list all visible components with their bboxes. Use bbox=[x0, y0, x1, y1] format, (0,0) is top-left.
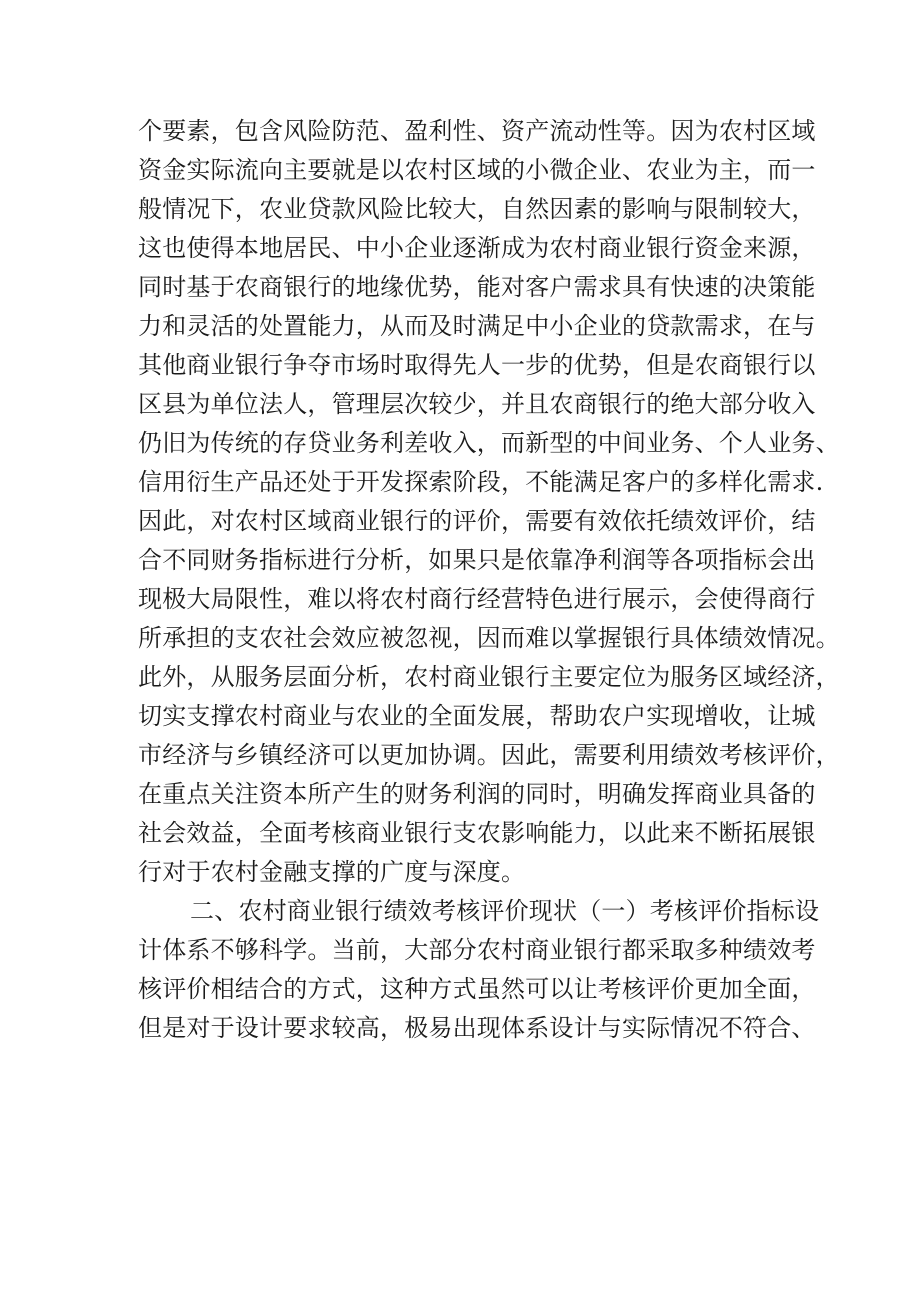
text-line: 区县为单位法人，管理层次较少，并且农商银行的绝大部分收入 bbox=[138, 390, 816, 418]
text-line: 因此，对农村区域商业银行的评价，需要有效依托绩效评价，结 bbox=[138, 507, 816, 535]
text-line: 力和灵活的处置能力，从而及时满足中小企业的贷款需求，在与 bbox=[138, 312, 816, 340]
text-line: 但是对于设计要求较高，极易出现体系设计与实际情况不符合、 bbox=[138, 1014, 816, 1042]
text-line: 核评价相结合的方式，这种方式虽然可以让考核评价更加全面， bbox=[138, 975, 816, 1003]
text-line: 切实支撑农村商业与农业的全面发展，帮助农户实现增收，让城 bbox=[138, 702, 816, 730]
text-line: 这也使得本地居民、中小企业逐渐成为农村商业银行资金来源， bbox=[138, 234, 816, 262]
paragraph-1 bbox=[138, 112, 840, 892]
text-line: 资金实际流向主要就是以农村区域的小微企业、农业为主，而一 bbox=[138, 156, 816, 184]
text-line: 现极大局限性，难以将农村商行经营特色进行展示，会使得商行 bbox=[138, 585, 816, 613]
text-line: 此外，从服务层面分析，农村商业银行主要定位为服务区域经济， bbox=[138, 663, 840, 691]
text-line: 在重点关注资本所产生的财务利润的同时，明确发挥商业具备的 bbox=[138, 780, 816, 808]
text-line: 同时基于农商银行的地缘优势，能对客户需求具有快速的决策能 bbox=[138, 273, 816, 301]
text-line: 个要素，包含风险防范、盈利性、资产流动性等。因为农村区域 bbox=[138, 117, 816, 145]
text-line: 信用衍生产品还处于开发探索阶段，不能满足客户的多样化需求. bbox=[138, 468, 824, 496]
text-line: 仍旧为传统的存贷业务利差收入，而新型的中间业务、个人业务、 bbox=[138, 429, 840, 457]
text-line: 市经济与乡镇经济可以更加协调。因此，需要利用绩效考核评价， bbox=[138, 741, 840, 769]
text-line: 计体系不够科学。当前，大部分农村商业银行都采取多种绩效考 bbox=[138, 936, 816, 964]
text-line: 般情况下，农业贷款风险比较大，自然因素的影响与限制较大， bbox=[138, 195, 816, 223]
text-line: 其他商业银行争夺市场时取得先人一步的优势，但是农商银行以 bbox=[138, 351, 816, 379]
text-line: 社会效益，全面考核商业银行支农影响能力，以此来不断拓展银 bbox=[138, 819, 816, 847]
text-line: 二、农村商业银行绩效考核评价现状（一）考核评价指标设 bbox=[190, 897, 820, 925]
text-line: 合不同财务指标进行分析，如果只是依靠净利润等各项指标会出 bbox=[138, 546, 816, 574]
text-line: 所承担的支农社会效应被忽视，因而难以掌握银行具体绩效情况。 bbox=[138, 624, 840, 652]
text-line: 行对于农村金融支撑的广度与深度。 bbox=[138, 858, 526, 886]
paragraph-2 bbox=[138, 892, 820, 1048]
body-text bbox=[138, 112, 840, 1048]
